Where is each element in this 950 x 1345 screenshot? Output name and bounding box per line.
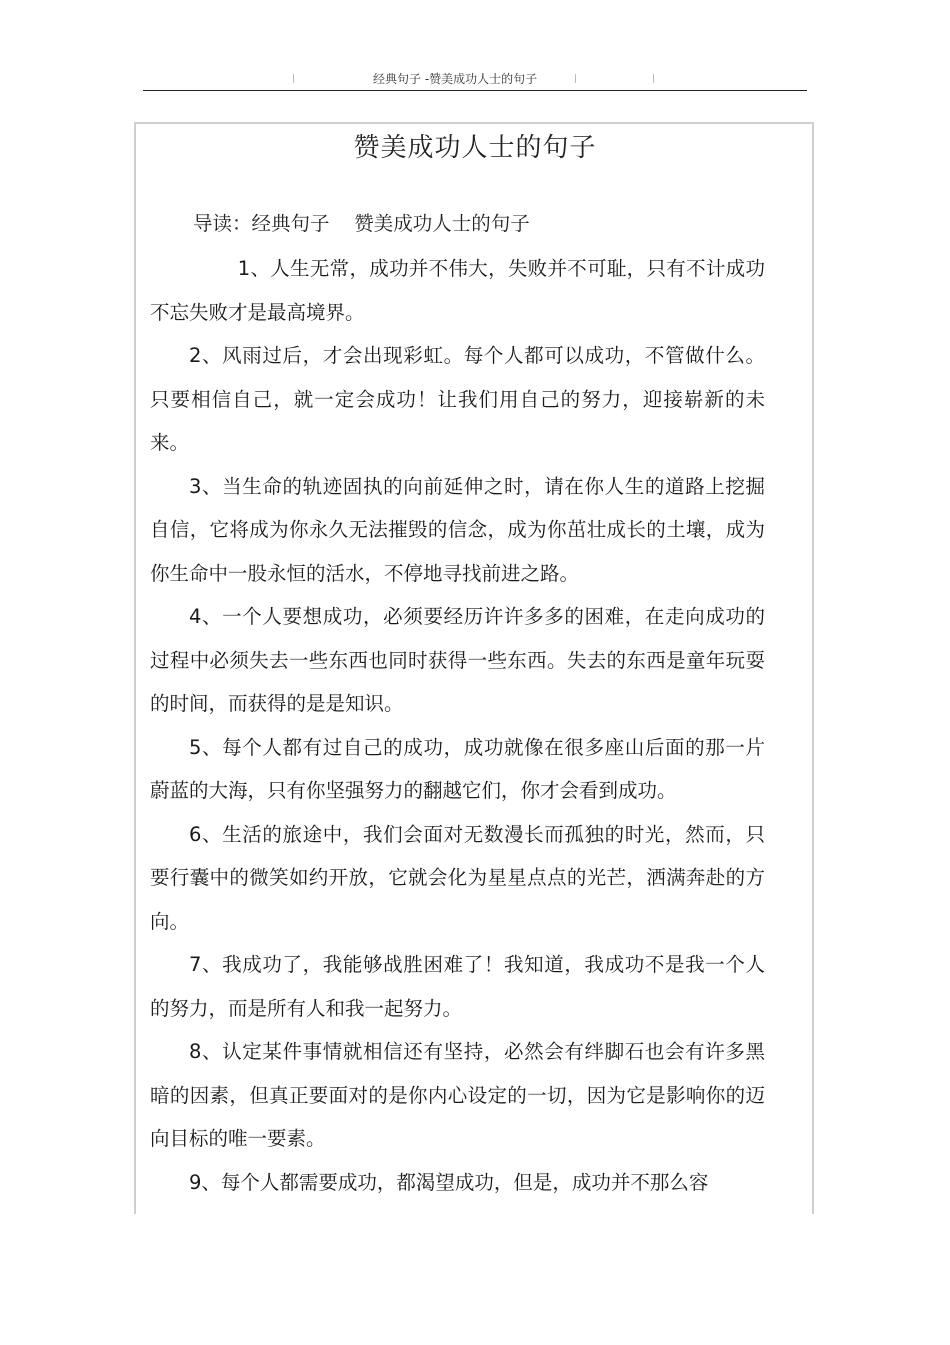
header-tick-mark	[293, 74, 294, 83]
paragraph: 1、人生无常，成功并不伟大，失败并不可耻，只有不计成功不忘失败才是最高境界。	[150, 257, 765, 324]
paragraph: 2、风雨过后，才会出现彩虹。每个人都可以成功，不管做什么。只要相信自己，就一定会成功！让我们用自己的努力，迎接崭新的未来。	[150, 344, 765, 454]
paragraph: 5、每个人都有过自己的成功，成功就像在很多座山后面的那一片蔚蓝的大海，只有你坚强努力的翻越它们，你才会看到成功。	[150, 735, 765, 802]
header-tick-mark	[653, 74, 654, 83]
paragraph: 9、每个人都需要成功，都渴望成功，但是，成功并不那么容	[189, 1170, 709, 1194]
paragraph: 8、认定某件事情就相信还有坚持，必然会有绊脚石也会有许多黑暗的因素，但真正要面对的是你内心设定的一切，因为它是影响你的迈向目标的唯一要素。	[150, 1040, 765, 1150]
header-text: 经典句子 -赞美成功人士的句子	[373, 72, 538, 86]
page-header	[143, 66, 807, 90]
guide-line: 导读：经典句子 赞美成功人士的句子	[193, 212, 530, 235]
paragraph: 6、生活的旅途中，我们会面对无数漫长而孤独的时光，然而，只要行囊中的微笑如约开放，它就会化为星星点点的光芒，洒满奔赴的方向。	[150, 822, 765, 933]
paragraph: 7、我成功了，我能够战胜困难了！我知道，我成功不是我一个人的努力，而是所有人和我一起努力。	[150, 953, 765, 1020]
document-title: 赞美成功人士的句子	[353, 133, 597, 163]
header-rule	[143, 90, 807, 91]
document-body	[150, 247, 765, 1204]
paragraph: 4、一个人要想成功，必须要经历许许多多的困难，在走向成功的过程中必须失去一些东西也同时获得一些东西。失去的东西是童年玩耍的时间，而获得的是是知识。	[150, 605, 765, 715]
paragraph: 3、当生命的轨迹固执的向前延伸之时，请在你人生的道路上挖掘自信，它将成为你永久无法摧毁的信念，成为你茁壮成长的土壤，成为你生命中一股永恒的活水，不停地寻找前进之路。	[150, 474, 765, 585]
header-tick-mark	[575, 74, 576, 83]
